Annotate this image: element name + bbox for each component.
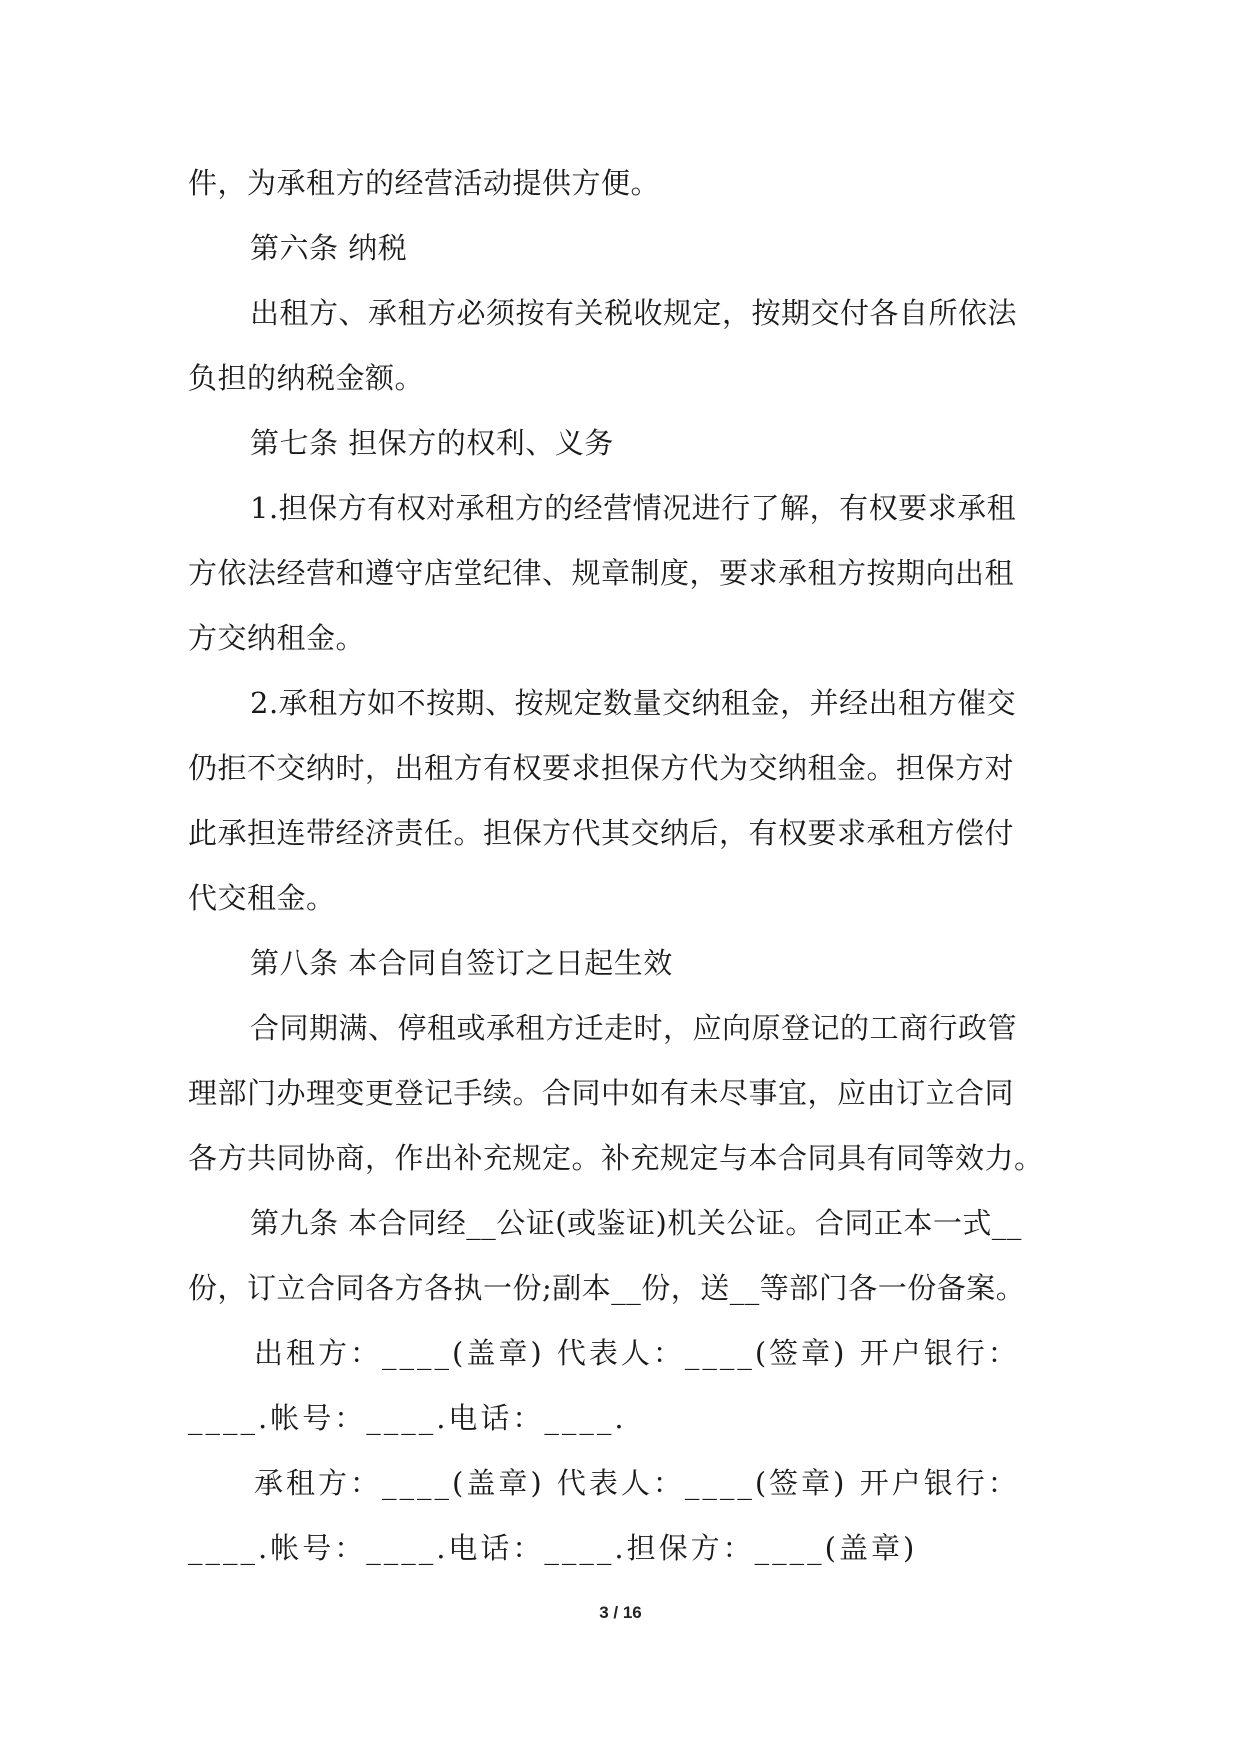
article-heading-9: 第九条 本合同经__公证(或鉴证)机关公证。合同正本一式__ bbox=[250, 1206, 1022, 1240]
article-heading-8: 第八条 本合同自签订之日起生效 bbox=[250, 946, 673, 980]
lessee-signature-line: ____.帐号：____.电话：____.担保方：____(盖章) bbox=[188, 1531, 918, 1565]
paragraph-line: 负担的纳税金额。 bbox=[188, 361, 425, 395]
paragraph-line: 各方共同协商，作出补充规定。补充规定与本合同具有同等效力。 bbox=[188, 1141, 1044, 1175]
paragraph-line: 理部门办理变更登记手续。合同中如有未尽事宜，应由订立合同 bbox=[188, 1076, 1015, 1110]
paragraph-line: 件，为承租方的经营活动提供方便。 bbox=[188, 166, 661, 200]
lessor-signature-line: ____.帐号：____.电话：____. bbox=[188, 1401, 627, 1435]
page-number: 3 / 16 bbox=[599, 1603, 642, 1622]
lessor-signature-line: 出租方：____(盖章) 代表人：____(签章) 开户银行： bbox=[254, 1336, 1020, 1370]
article-heading-7: 第七条 担保方的权利、义务 bbox=[250, 426, 614, 460]
paragraph-line: 方交纳租金。 bbox=[188, 621, 366, 655]
paragraph-line: 方依法经营和遵守店堂纪律、规章制度，要求承租方按期向出租 bbox=[188, 556, 1015, 590]
paragraph-line: 2.承租方如不按期、按规定数量交纳租金，并经出租方催交 bbox=[250, 686, 1017, 720]
paragraph-line: 代交租金。 bbox=[188, 881, 336, 915]
paragraph-line: 仍拒不交纳时，出租方有权要求担保方代为交纳租金。担保方对 bbox=[188, 751, 1015, 785]
paragraph-line: 1.担保方有权对承租方的经营情况进行了解，有权要求承租 bbox=[250, 491, 1017, 525]
paragraph-line: 出租方、承租方必须按有关税收规定，按期交付各自所依法 bbox=[250, 296, 1018, 330]
paragraph-line: 此承担连带经济责任。担保方代其交纳后，有权要求承租方偿付 bbox=[188, 816, 1015, 850]
paragraph-line: 合同期满、停租或承租方迁走时，应向原登记的工商行政管 bbox=[250, 1011, 1018, 1045]
paragraph-line: 份，订立合同各方各执一份;副本__份，送__等部门各一份备案。 bbox=[188, 1271, 1026, 1305]
article-heading-6: 第六条 纳税 bbox=[250, 231, 408, 265]
lessee-signature-line: 承租方：____(盖章) 代表人：____(签章) 开户银行： bbox=[254, 1466, 1020, 1500]
